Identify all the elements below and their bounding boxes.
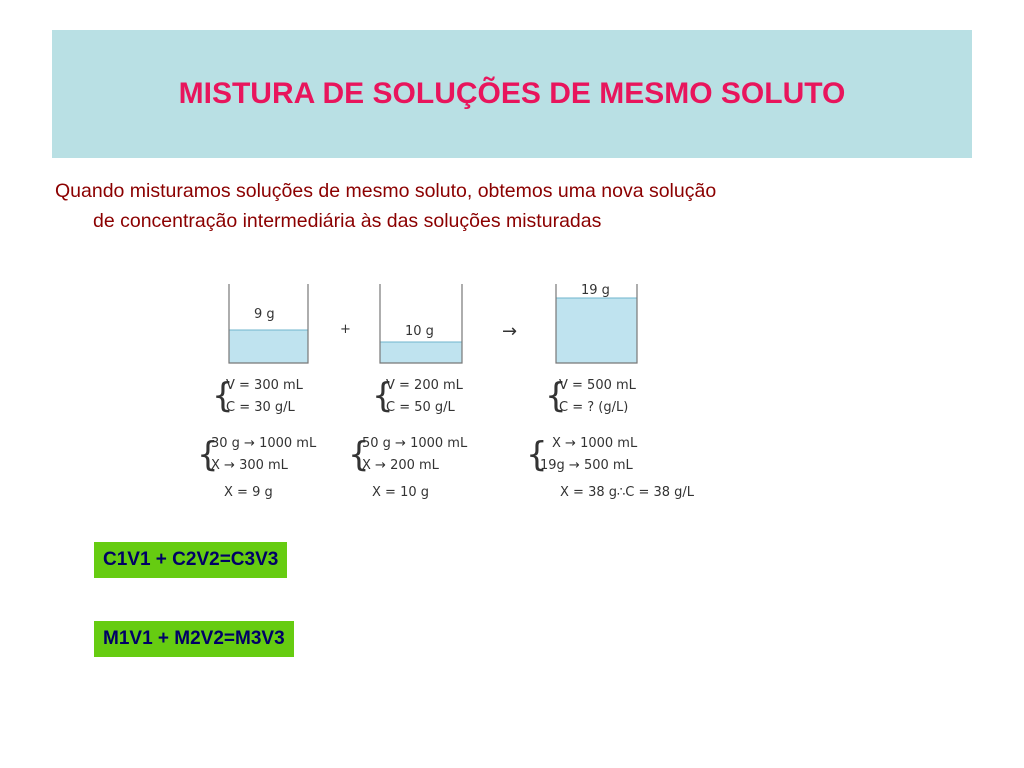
brace-1b: { — [197, 435, 219, 475]
beaker-3 — [556, 283, 637, 363]
beaker-2-liquid — [380, 342, 462, 363]
beaker-1-label: 9 g — [254, 307, 275, 322]
b2-rule-1: 50 g → 1000 mL — [362, 436, 468, 451]
data-column-3 — [526, 376, 695, 500]
b2-rule-2: X → 200 mL — [362, 458, 439, 473]
intro-line-2: de concentração intermediária às das soluções misturadas — [93, 210, 602, 232]
b1-rule-2: X → 300 mL — [211, 458, 288, 473]
b3-result: X = 38 g∴C = 38 g/L — [560, 485, 695, 500]
b2-result: X = 10 g — [372, 485, 429, 500]
reaction-arrow: → — [502, 321, 518, 342]
formula-molarity: M1V1 + M2V2=M3V3 — [94, 621, 294, 657]
beaker-2 — [380, 284, 462, 363]
b1-rule-1: 30 g → 1000 mL — [211, 436, 317, 451]
b3-concentration: C = ? (g/L) — [559, 400, 629, 415]
brace-2a: { — [372, 376, 394, 416]
beaker-1 — [229, 284, 308, 363]
data-column-1 — [197, 376, 317, 500]
b2-volume: V = 200 mL — [386, 378, 463, 393]
data-column-2 — [348, 376, 468, 500]
intro-line-1: Quando misturamos soluções de mesmo soluto, obtemos uma nova solução — [55, 180, 717, 202]
beaker-3-liquid — [556, 298, 637, 363]
beaker-2-label: 10 g — [405, 324, 434, 339]
b1-concentration: C = 30 g/L — [226, 400, 295, 415]
beaker-1-liquid — [229, 330, 308, 363]
b1-volume: V = 300 mL — [226, 378, 303, 393]
b2-concentration: C = 50 g/L — [386, 400, 455, 415]
brace-2b: { — [348, 435, 370, 475]
plus-sign: + — [340, 322, 351, 337]
brace-3b: { — [526, 435, 548, 475]
brace-1a: { — [212, 376, 234, 416]
slide-title: MISTURA DE SOLUÇÕES DE MESMO SOLUTO — [178, 77, 846, 110]
formula-concentration: C1V1 + C2V2=C3V3 — [94, 542, 287, 578]
brace-3a: { — [545, 376, 567, 416]
b3-rule-2: 19g → 500 mL — [540, 458, 633, 473]
b1-result: X = 9 g — [224, 485, 273, 500]
b3-rule-1: X → 1000 mL — [552, 436, 638, 451]
beaker-3-label: 19 g — [581, 283, 610, 298]
b3-volume: V = 500 mL — [559, 378, 636, 393]
